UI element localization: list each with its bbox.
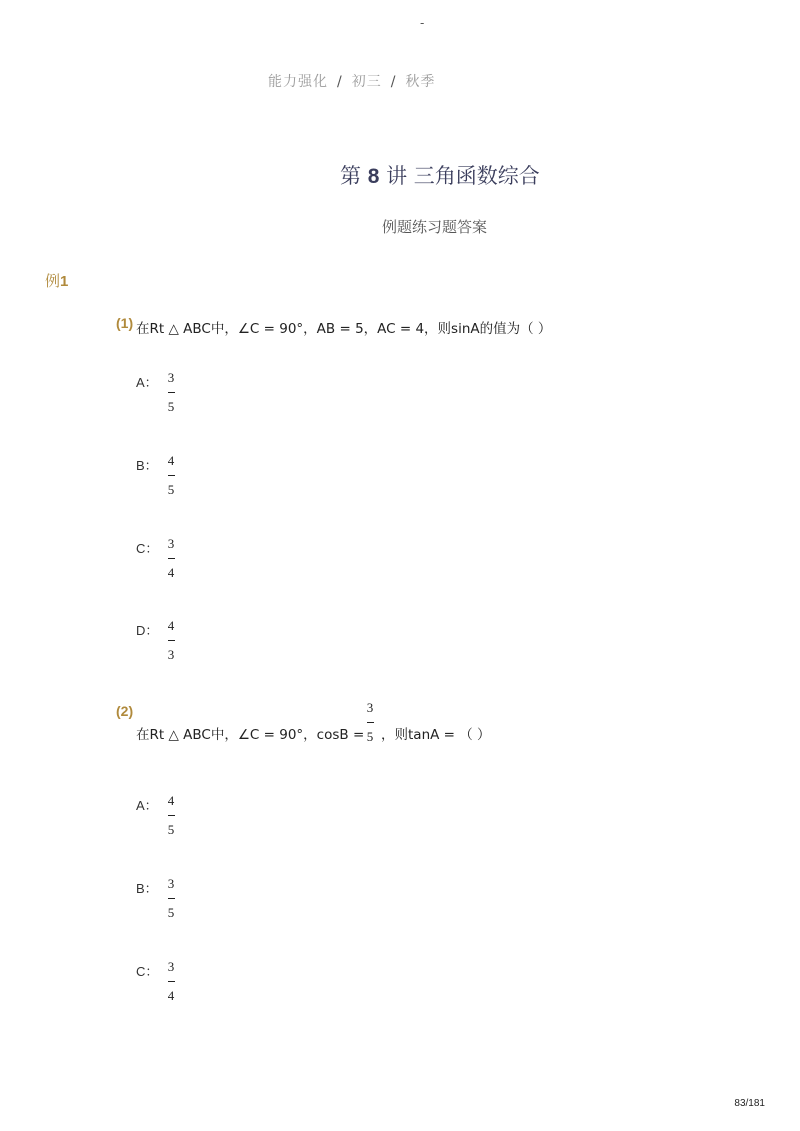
example-number: 1 (60, 273, 69, 290)
denominator: 5 (167, 822, 175, 837)
option-fraction (164, 453, 178, 498)
question-number: (2) (116, 703, 134, 719)
numerator: 3 (167, 959, 175, 974)
numerator: 4 (167, 453, 175, 468)
fraction-bar (168, 815, 175, 816)
breadcrumb (268, 71, 435, 91)
option-label: C： (136, 964, 159, 979)
breadcrumb-separator: / (390, 74, 397, 90)
option-fraction (164, 370, 178, 415)
numerator: 3 (167, 876, 175, 891)
numerator: 3 (167, 370, 175, 385)
denominator: 4 (167, 565, 175, 580)
fraction-bar (168, 475, 175, 476)
fraction-bar (168, 640, 175, 641)
denominator: 5 (167, 399, 175, 414)
fraction-bar (168, 898, 175, 899)
page-title (340, 160, 540, 190)
denominator: 5 (366, 729, 374, 744)
fraction-bar (168, 981, 175, 982)
fraction-bar (367, 722, 374, 723)
denominator: 5 (167, 482, 175, 497)
fraction-bar (168, 392, 175, 393)
numerator: 4 (167, 793, 175, 808)
breadcrumb-separator: / (337, 74, 343, 90)
breadcrumb-item: 能力强化 (268, 74, 328, 90)
denominator: 5 (167, 905, 175, 920)
option-label: D： (136, 623, 159, 638)
breadcrumb-item: 秋季 (405, 74, 436, 90)
title-suffix: 讲 三角函数综合 (386, 164, 540, 188)
denominator: 3 (167, 647, 175, 662)
fraction-bar (168, 558, 175, 559)
page-subtitle: 例题练习题答案 (382, 218, 488, 236)
title-number: 8 (367, 165, 380, 188)
example-label (45, 270, 68, 291)
question-text-before: 在Rt △ ABC中，∠C = 90°，cosB = (136, 727, 365, 743)
option-fraction (164, 536, 178, 581)
denominator: 4 (167, 988, 175, 1003)
numerator: 3 (167, 536, 175, 551)
option-fraction (164, 959, 178, 1004)
option-label: B： (136, 458, 158, 473)
question-fraction (363, 700, 377, 745)
numerator: 3 (366, 700, 374, 715)
option-label: A： (136, 375, 158, 390)
option-fraction (164, 793, 178, 838)
option-label: C： (136, 541, 159, 556)
option-fraction (164, 876, 178, 921)
page-number: 83/181 (734, 1098, 765, 1109)
breadcrumb-item: 初三 (351, 74, 382, 90)
question-number: (1) (116, 315, 134, 331)
numerator: 4 (167, 618, 175, 633)
option-fraction (164, 618, 178, 663)
title-prefix: 第 (340, 164, 361, 188)
option-label: B： (136, 881, 158, 896)
option-label: A： (136, 798, 158, 813)
question-text-after: ，则tanA = （ ） (381, 727, 491, 743)
example-prefix: 例 (45, 272, 61, 290)
question-text: 在Rt △ ABC中，∠C = 90°，AB = 5，AC = 4，则sinA的值为（ ） (136, 321, 552, 337)
header-dash: - (420, 16, 425, 30)
